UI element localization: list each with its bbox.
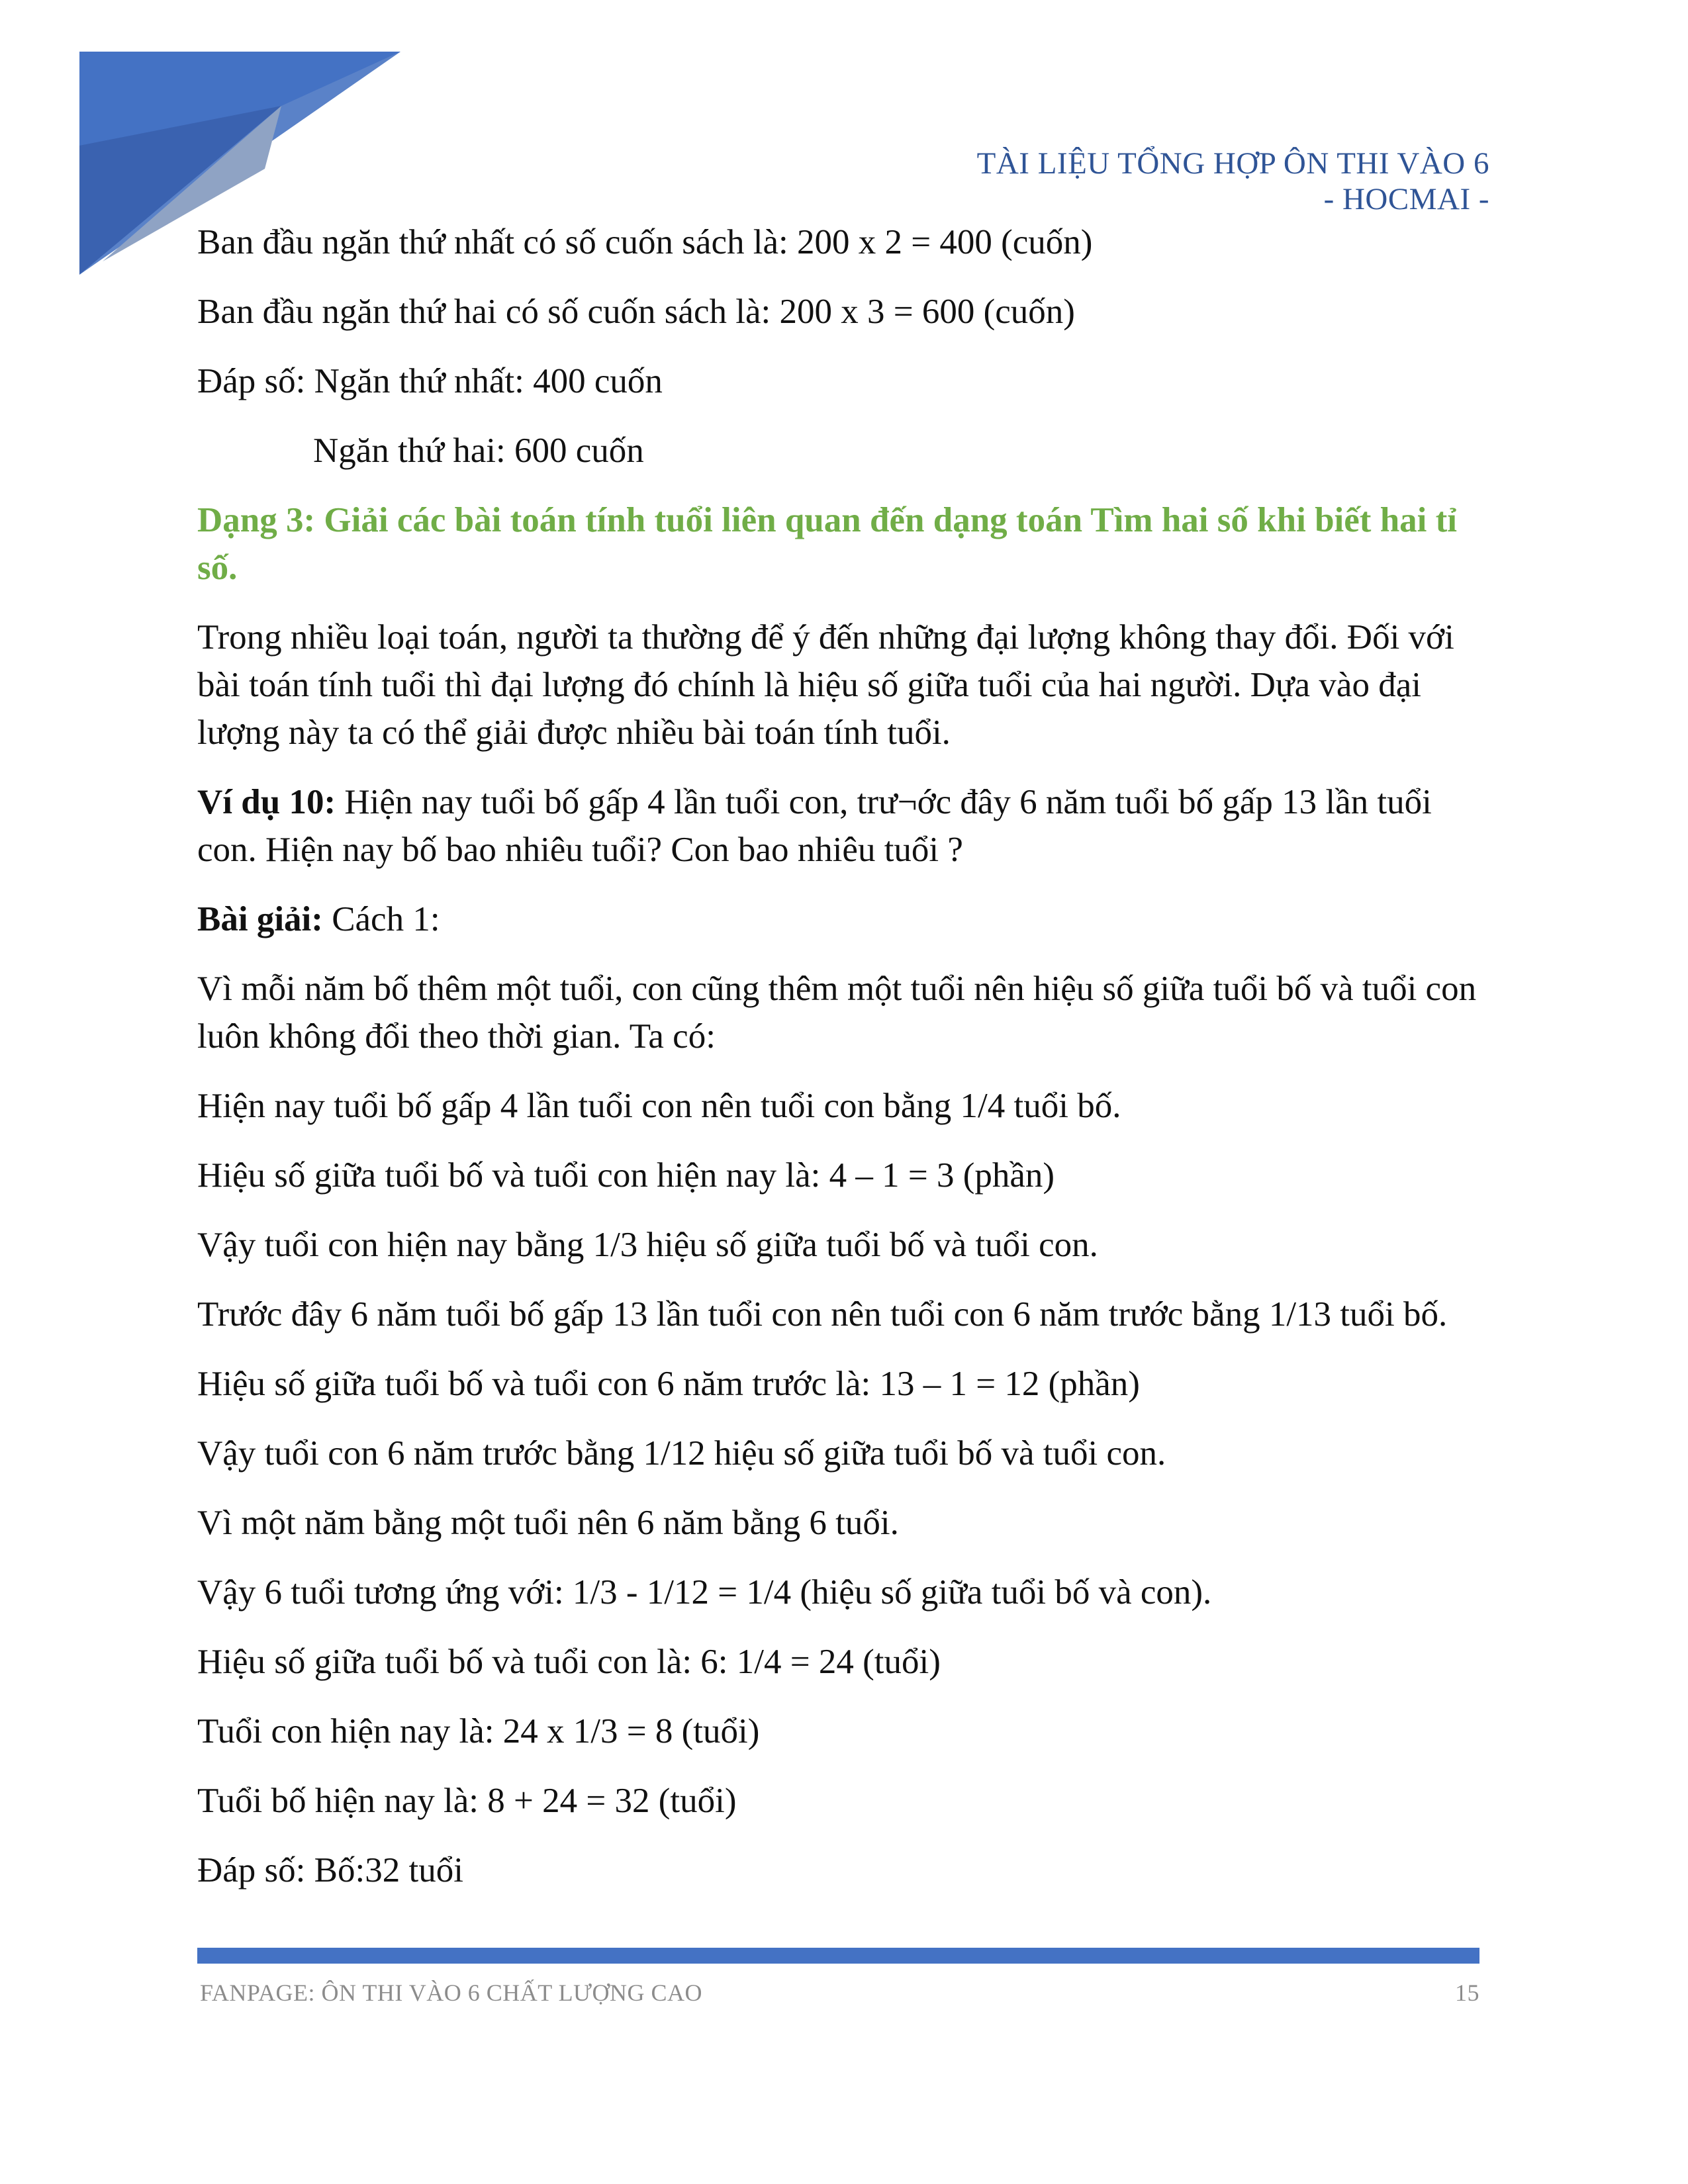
answer-line: Đáp số: Bố:32 tuổi <box>197 1851 463 1889</box>
page-body <box>197 218 1495 1916</box>
header-title: TÀI LIỆU TỔNG HỢP ÔN THI VÀO 6 <box>976 146 1489 181</box>
section-heading: Dạng 3: Giải các bài toán tính tuổi liên quan đến dạng toán Tìm hai số khi biết hai tỉ số. <box>197 501 1458 587</box>
solution-line: Hiện nay tuổi bố gấp 4 lần tuổi con nên tuổi con bằng 1/4 tuổi bố. <box>197 1087 1121 1125</box>
intro-paragraph: Trong nhiều loại toán, người ta thường để ý đến những đại lượng không thay đổi. Đối với bài toán tính tuổi thì đại lượng đó chính là hiệu số giữa tuổi của hai người. Dựa vào đại lượng này ta có thể giải được nhiều bài toán tính tuổi. <box>197 618 1454 752</box>
solution-method: Cách 1: <box>322 900 440 938</box>
solution-line: Vậy 6 tuổi tương ứng với: 1/3 - 1/12 = 1/4 (hiệu số giữa tuổi bố và con). <box>197 1573 1212 1612</box>
example-text: Hiện nay tuổi bố gấp 4 lần tuổi con, trư¬ớc đây 6 năm tuổi bố gấp 13 lần tuổi con. Hiện nay bố bao nhiêu tuổi? Con bao nhiêu tuổi ? <box>197 783 1432 869</box>
solution-line: Trước đây 6 năm tuổi bố gấp 13 lần tuổi con nên tuổi con 6 năm trước bằng 1/13 tuổi bố. <box>197 1295 1448 1334</box>
page-number: 15 <box>1455 1979 1479 2006</box>
footer-fanpage: FANPAGE: ÔN THI VÀO 6 CHẤT LƯỢNG CAO <box>200 1979 702 2006</box>
paragraph: Ngăn thứ hai: 600 cuốn <box>313 432 644 470</box>
solution-line: Hiệu số giữa tuổi bố và tuổi con 6 năm trước là: 13 – 1 = 12 (phần) <box>197 1365 1140 1403</box>
paragraph: Ban đầu ngăn thứ nhất có số cuốn sách là: 200 x 2 = 400 (cuốn) <box>197 223 1093 261</box>
header-subtitle: - HOCMAI - <box>1323 182 1489 216</box>
solution-line: Tuổi con hiện nay là: 24 x 1/3 = 8 (tuổi) <box>197 1712 760 1751</box>
solution-line: Tuổi bố hiện nay là: 8 + 24 = 32 (tuổi) <box>197 1782 737 1820</box>
paragraph: Đáp số: Ngăn thứ nhất: 400 cuốn <box>197 362 663 400</box>
example-paragraph <box>197 778 1495 874</box>
solution-line: Vậy tuổi con hiện nay bằng 1/3 hiệu số giữa tuổi bố và tuổi con. <box>197 1226 1098 1264</box>
solution-line: Vì một năm bằng một tuổi nên 6 năm bằng 6 tuổi. <box>197 1504 899 1542</box>
solution-line: Hiệu số giữa tuổi bố và tuổi con là: 6: 1/4 = 24 (tuổi) <box>197 1643 941 1681</box>
paragraph: Ban đầu ngăn thứ hai có số cuốn sách là: 200 x 3 = 600 (cuốn) <box>197 293 1075 331</box>
solution-line: Vậy tuổi con 6 năm trước bằng 1/12 hiệu số giữa tuổi bố và tuổi con. <box>197 1434 1166 1473</box>
footer-bar <box>197 1948 1479 1964</box>
solution-line: Vì mỗi năm bố thêm một tuổi, con cũng thêm một tuổi nên hiệu số giữa tuổi bố và tuổi con luôn không đổi theo thời gian. Ta có: <box>197 970 1477 1056</box>
solution-label: Bài giải: <box>197 900 323 938</box>
solution-line: Hiệu số giữa tuổi bố và tuổi con hiện nay là: 4 – 1 = 3 (phần) <box>197 1156 1055 1195</box>
solution-paragraph <box>197 895 1495 943</box>
example-label: Ví dụ 10: <box>197 783 336 821</box>
